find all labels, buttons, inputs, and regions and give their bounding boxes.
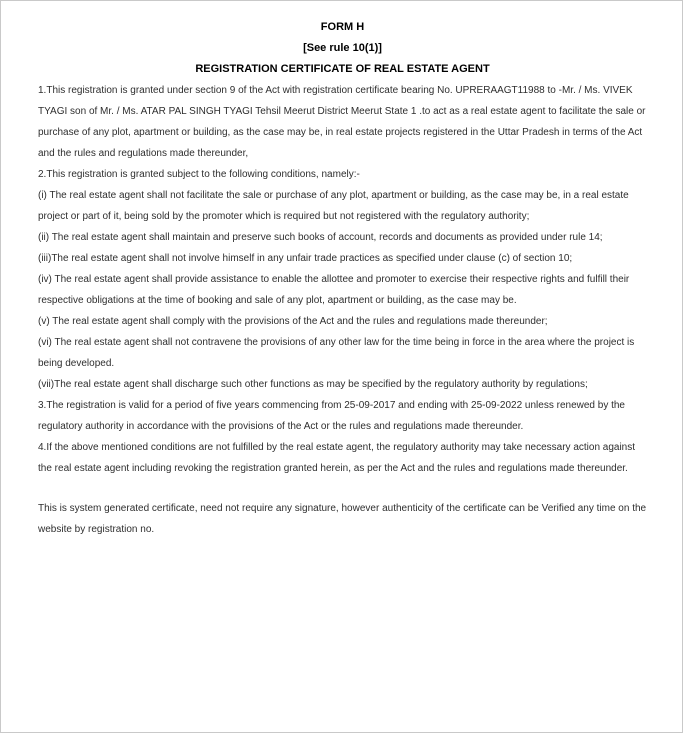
clause-validity-period: 3.The registration is valid for a period of five years commencing from 25-09-2017 and ending with 25-09-2022 unless renewed by the regulatory authority in accordance with the provisions of the Act or the rules and regulations made thereunder.	[38, 400, 625, 432]
rule-reference: [See rule 10(1)]	[303, 42, 382, 54]
condition-i: (i) The real estate agent shall not facilitate the sale or purchase of any plot, apartment or building, as the case may be, in a real estate project or part of it, being sold by the promoter which is required but not registered with the regulatory authority;	[38, 190, 629, 222]
form-title: FORM H	[320, 21, 365, 33]
condition-iii: (iii)The real estate agent shall not involve himself in any unfair trade practices as specified under clause (c) of section 10;	[38, 253, 573, 264]
clause-conditions-intro: 2.This registration is granted subject to the following conditions, namely:-	[38, 169, 360, 180]
condition-v: (v) The real estate agent shall comply with the provisions of the Act and the rules and regulations made thereunder;	[38, 316, 548, 327]
certificate-heading: REGISTRATION CERTIFICATE OF REAL ESTATE AGENT	[195, 63, 490, 75]
clause-revocation: 4.If the above mentioned conditions are not fulfilled by the real estate agent, the regulatory authority may take necessary action against the real estate agent including revoking the registration granted herein, as per the Act and the rules and regulations made thereunder.	[38, 442, 636, 474]
system-generated-note: This is system generated certificate, need not require any signature, however authenticity of the certificate can be Verified any time on the website by registration no.	[38, 503, 647, 535]
condition-iv: (iv) The real estate agent shall provide assistance to enable the allottee and promoter to exercise their respective rights and fulfill their respective obligations at the time of booking and sale of any plot, apartment or building, as the case may be.	[38, 274, 630, 306]
clause-registration-grant: 1.This registration is granted under section 9 of the Act with registration certificate bearing No. UPRERAAGT11988 to -Mr. / Ms. VIVEK TYAGI son of Mr. / Ms. ATAR PAL SINGH TYAGI Tehsil Meerut District Meerut State 1 .to act as a real estate agent to facilitate the sale or purchase of any plot, apartment or building, as the case may be, in real estate projects registered in the Uttar Pradesh in terms of the Act and the rules and regulations made thereunder,	[38, 85, 646, 159]
condition-vii: (vii)The real estate agent shall discharge such other functions as may be specified by the regulatory authority by regulations;	[38, 379, 588, 390]
condition-ii: (ii) The real estate agent shall maintain and preserve such books of account, records and documents as provided under rule 14;	[38, 232, 603, 243]
condition-vi: (vi) The real estate agent shall not contravene the provisions of any other law for the time being in force in the area where the project is being developed.	[38, 337, 635, 369]
